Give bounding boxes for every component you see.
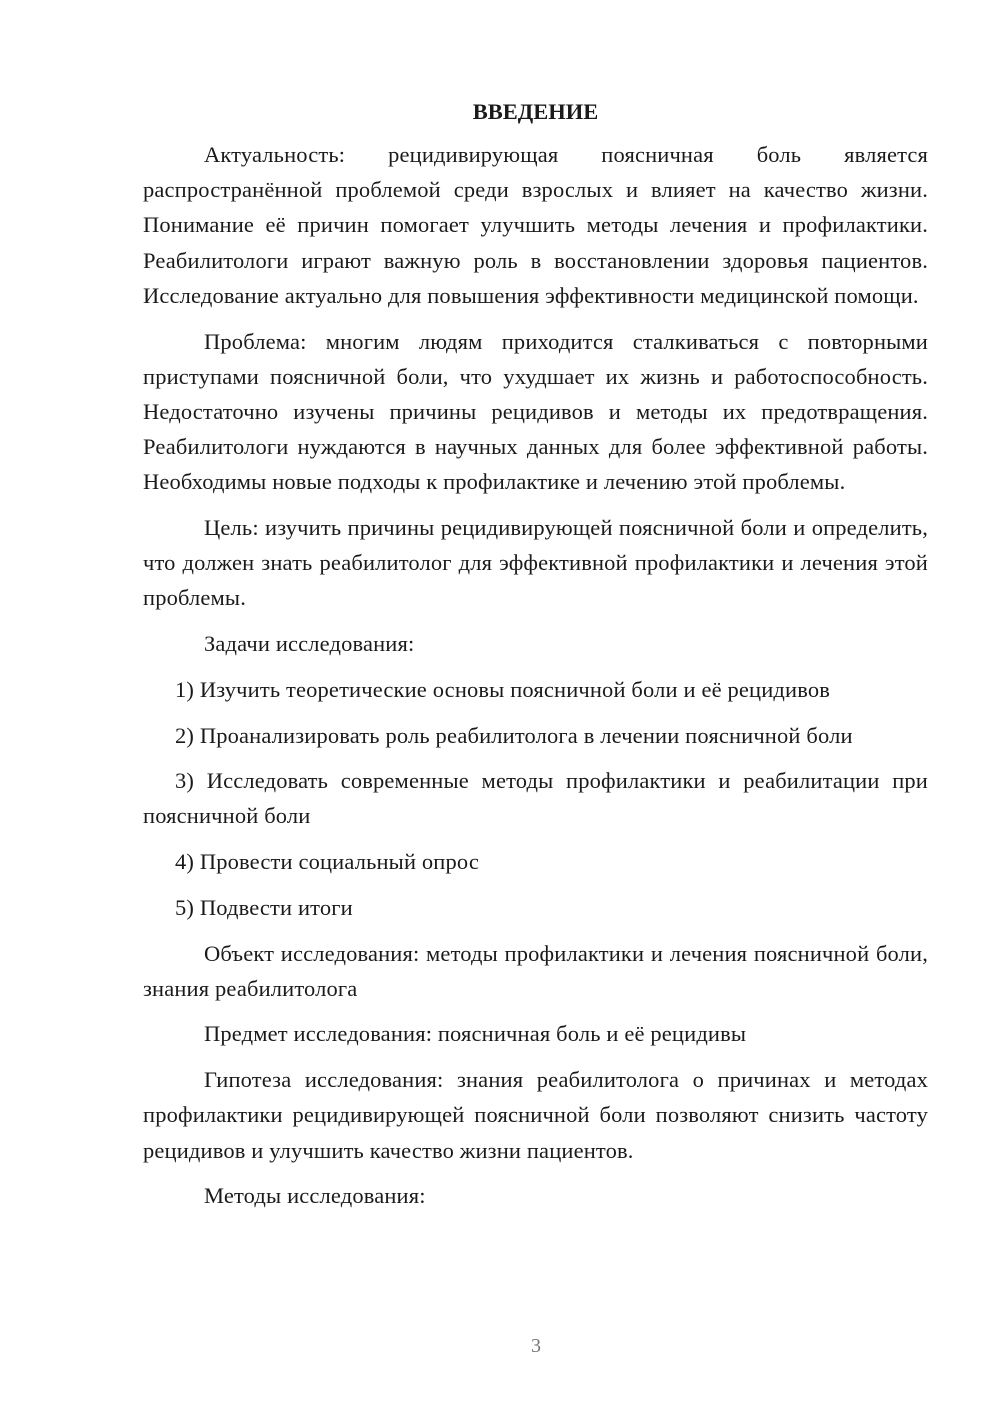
goal-paragraph: Цель: изучить причины рецидивирующей поясничной боли и определить, что должен знать реабилитолог для эффективной профилактики и лечения этой проблемы. — [143, 515, 928, 611]
section-heading: ВВЕДЕНИЕ — [472, 99, 599, 124]
task-item: 4) Провести социальный опрос — [175, 849, 479, 875]
tasks-title: Задачи исследования: — [204, 631, 415, 657]
relevance-paragraph: Актуальность: рецидивирующая поясничная боль является распространённой проблемой среди взрослых и влияет на качество жизни. Понимание её причин помогает улучшить методы лечения и профилактики. Реабилитологи играют важную роль в восстановлении здоровья пациентов. Исследование актуально для повышения эффективности медицинской помощи. — [143, 142, 928, 308]
task-item: 5) Подвести итоги — [175, 894, 353, 920]
page-number: 3 — [531, 1335, 541, 1357]
task-item: 1) Изучить теоретические основы поясничной боли и её рецидивов — [175, 676, 830, 702]
task-item: 2) Проанализировать роль реабилитолога в лечении поясничной боли — [175, 722, 853, 748]
methods-title: Методы исследования: — [204, 1183, 426, 1209]
hypothesis-paragraph: Гипотеза исследования: знания реабилитолога о причинах и методах профилактики рецидивирующей поясничной боли позволяют снизить частоту рецидивов и улучшить качество жизни пациентов. — [143, 1067, 928, 1163]
object-paragraph: Объект исследования: методы профилактики и лечения поясничной боли, знания реабилитолога — [143, 940, 928, 1001]
subject-paragraph: Предмет исследования: поясничная боль и её рецидивы — [204, 1021, 747, 1047]
problem-paragraph: Проблема: многим людям приходится сталкиваться с повторными приступами поясничной боли, что ухудшает их жизнь и работоспособность. Недостаточно изучены причины рецидивов и методы их предотвращения. Реабилитологи нуждаются в научных данных для более эффективной работы. Необходимы новые подходы к профилактике и лечению этой проблемы. — [143, 328, 928, 495]
task-item: 3) Исследовать современные методы профилактики и реабилитации при поясничной боли — [143, 768, 928, 829]
page-content — [143, 94, 928, 1224]
